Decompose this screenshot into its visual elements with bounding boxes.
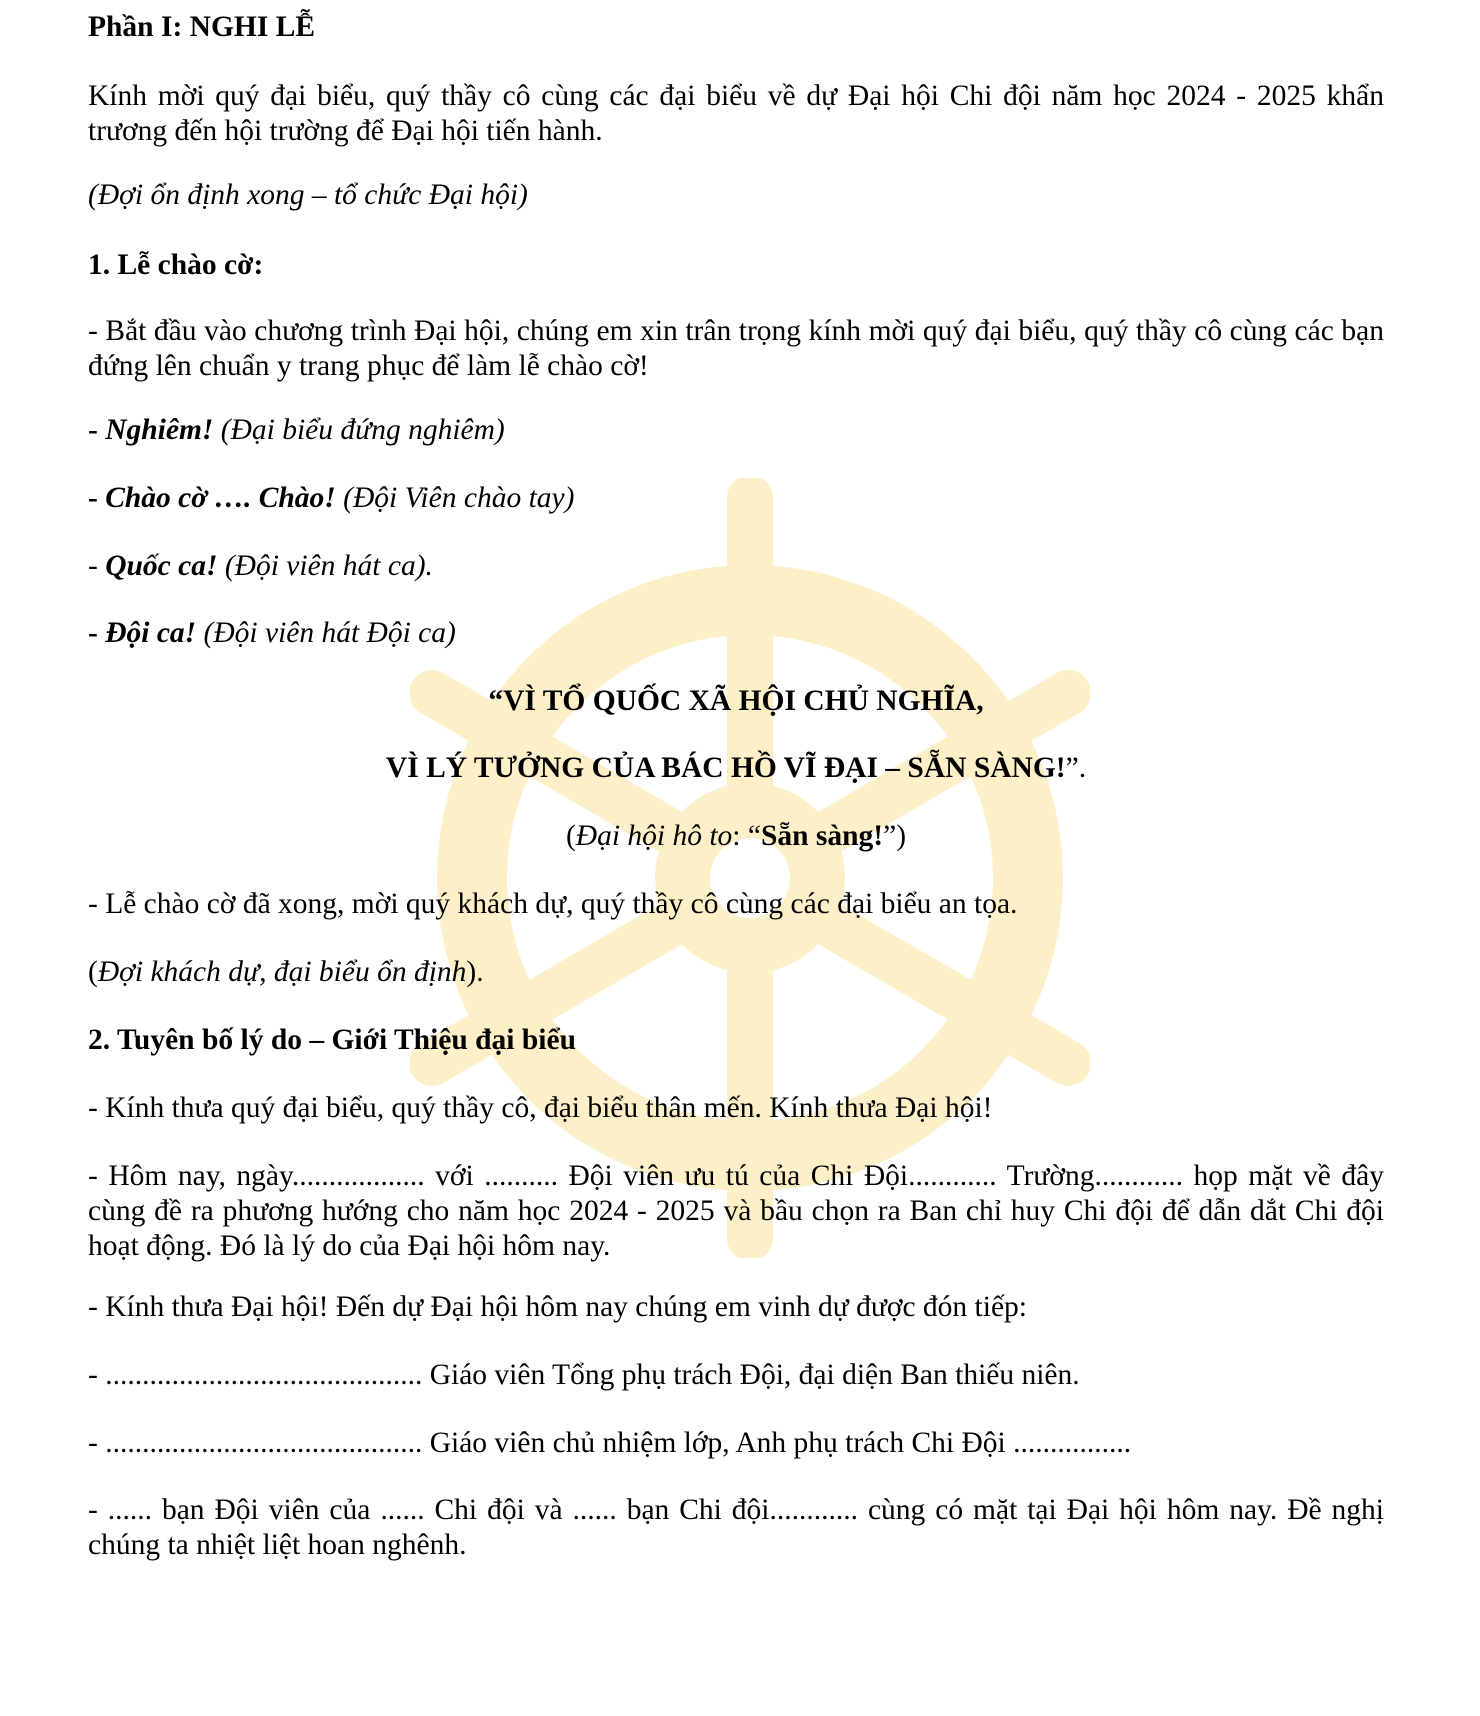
reason-paragraph: - Hôm nay, ngày.................. với .......... Đội viên ưu tú của Chi Đội............ Trường............ họp mặt về đây cùng đề ra phương hướng cho năm học 2024 - 2025 và bầu chọn ra Ban chỉ huy Chi đội để dẫn dắt Chi đội hoạt động. Đó là lý do của Đại hội hôm nay. (88, 1160, 1384, 1262)
wait-guests-note: (Đợi khách dự, đại biểu ổn định). (88, 956, 484, 988)
welcome-paragraph: - Kính thưa Đại hội! Đến dự Đại hội hôm nay chúng em vinh dự được đón tiếp: (88, 1291, 1027, 1323)
after-flag-paragraph: - Lễ chào cờ đã xong, mời quý khách dự, quý thầy cô cùng các đại biểu an tọa. (88, 888, 1018, 920)
command-attention: - Nghiêm! (Đại biểu đứng nghiêm) (88, 414, 505, 446)
heading-reason-introduction: 2. Tuyên bố lý do – Giới Thiệu đại biểu (88, 1024, 576, 1056)
slogan-line-1: “VÌ TỔ QUỐC XÃ HỘI CHỦ NGHĨA, (488, 685, 984, 717)
guest-line-2: - ........................................... Giáo viên chủ nhiệm lớp, Anh phụ trách Chi Đội ................ (88, 1427, 1132, 1459)
intro-paragraph: Kính mời quý đại biểu, quý thầy cô cùng các đại biểu về dự Đại hội Chi đội năm học 2024 - 2025 khẩn trương đến hội trường để Đại hội tiến hành. (88, 80, 1384, 147)
heading-flag-ceremony: 1. Lễ chào cờ: (88, 249, 264, 281)
slogan-line-2: VÌ LÝ TƯỞNG CỦA BÁC HỒ VĨ ĐẠI – SẴN SÀNG!”. (385, 752, 1087, 784)
ship-wheel-icon (410, 478, 1090, 1258)
greeting-paragraph: - Kính thưa quý đại biểu, quý thầy cô, đại biểu thân mến. Kính thưa Đại hội! (88, 1092, 993, 1124)
command-national-anthem: - Quốc ca! (Đội viên hát ca). (88, 550, 433, 582)
slogan-response: (Đại hội hô to: “Sẵn sàng!”) (565, 820, 907, 852)
command-team-anthem: - Đội ca! (Đội viên hát Đội ca) (88, 617, 456, 649)
command-salute: - Chào cờ …. Chào! (Đội Viên chào tay) (88, 482, 575, 514)
wait-note: (Đợi ổn định xong – tổ chức Đại hội) (88, 179, 528, 211)
guest-line-1: - ........................................... Giáo viên Tổng phụ trách Đội, đại diện Ban thiếu niên. (88, 1359, 1080, 1391)
flag-intro-paragraph: - Bắt đầu vào chương trình Đại hội, chúng em xin trân trọng kính mời quý đại biểu, quý thầy cô cùng các bạn đứng lên chuẩn y trang phục để làm lễ chào cờ! (88, 315, 1384, 382)
guest-line-3: - ...... bạn Đội viên của ...... Chi đội và ...... bạn Chi đội............ cùng có mặt tại Đại hội hôm nay. Đề nghị chúng ta nhiệt liệt hoan nghênh. (88, 1494, 1384, 1561)
section-title: Phần I: NGHI LỄ (88, 11, 316, 43)
